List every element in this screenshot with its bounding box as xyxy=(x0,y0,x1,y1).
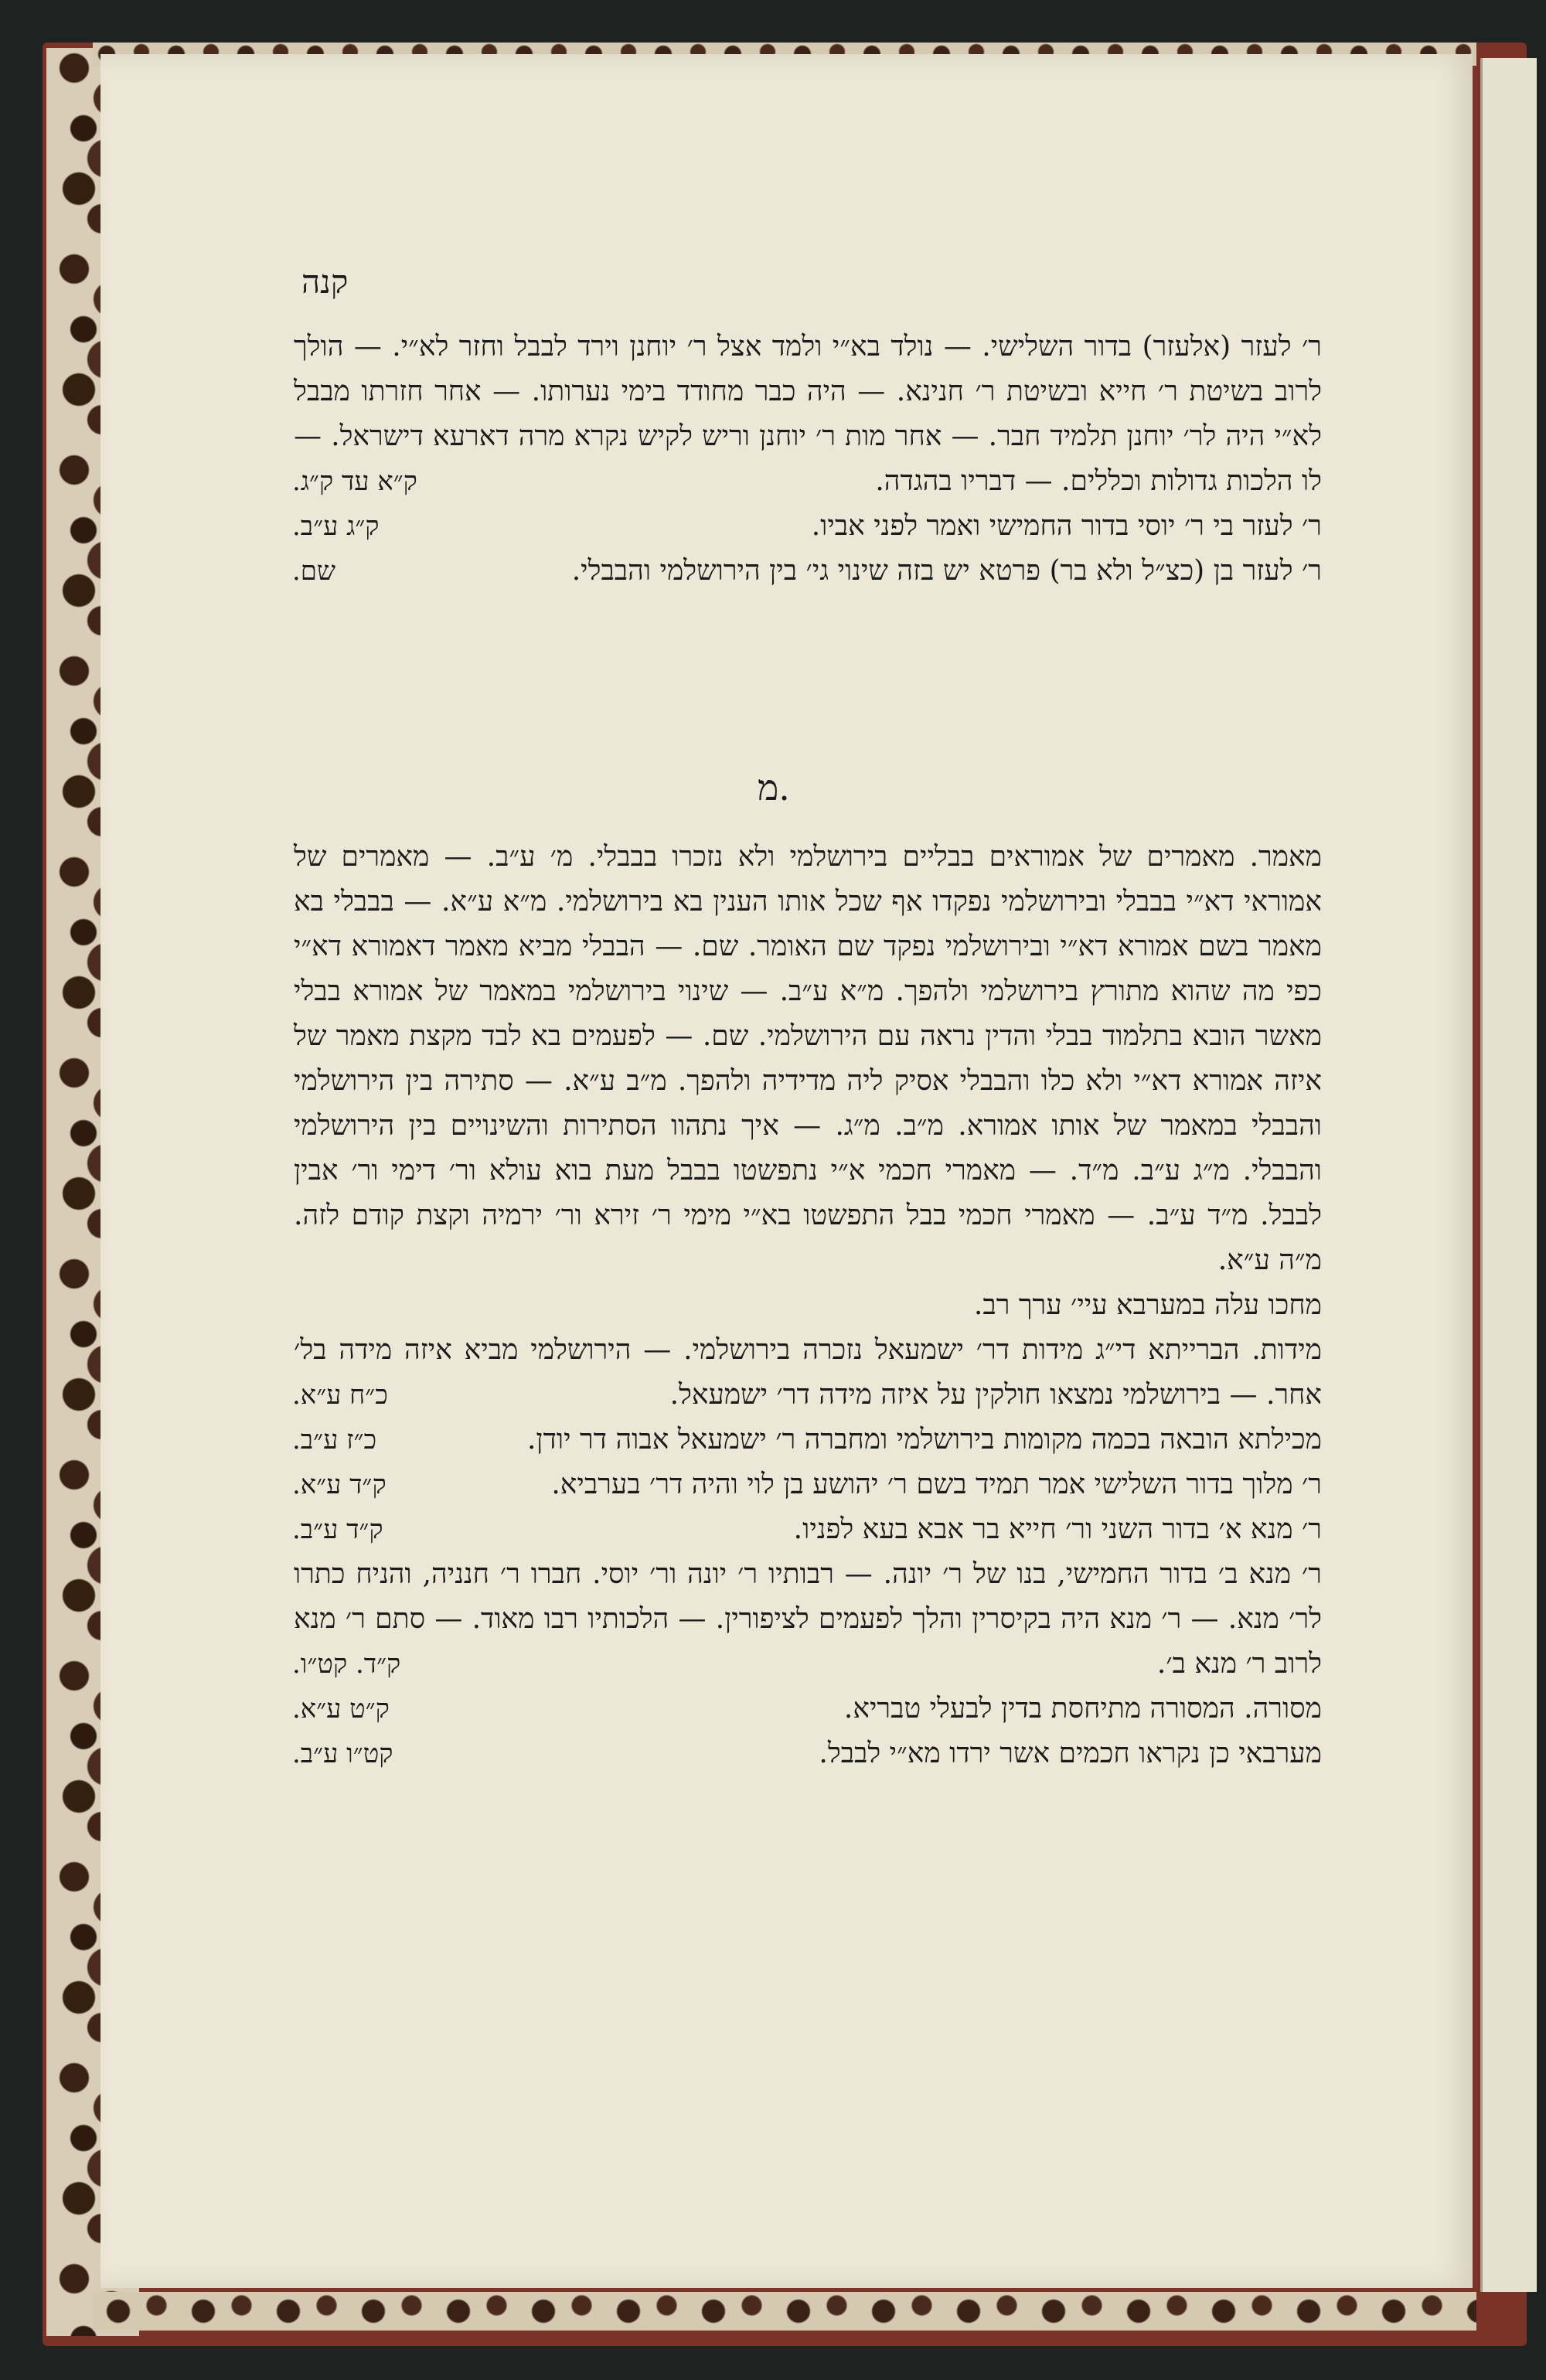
entry-lazar-bei-yosi xyxy=(294,504,1322,549)
entry-ref: ק״ג ע״ב. xyxy=(292,511,380,542)
entries-top xyxy=(294,325,1322,594)
entry-text: ר׳ לעזר (אלעזר) בדור השלישי. — נולד בא״י ולמד אצל ר׳ יוחנן וירד לבבל וחזר לא״י. — הולך לרוב בשיטת ר׳ חייא ובשיטת ר׳ חנינא. — היה כבר מחודד בימי נערותו. — אחר חזרתו מבבל לא״י היה לר׳ יוחנן תלמיד חבר. — אחר מות ר׳ יוחנן וריש לקיש נקרא מרה דארעא דישראל. — לו הלכות גדולות וכללים. — דבריו בהגדה. xyxy=(294,331,1322,497)
entry-text: ר׳ מנא א׳ בדור השני ור׳ חייא בר אבא בעא לפניו. xyxy=(793,1513,1322,1545)
entry-maamar xyxy=(294,835,1322,1283)
entries-main xyxy=(294,835,1322,1776)
entry-ref: ק״ט ע״א. xyxy=(292,1694,390,1725)
entry-text: ר׳ מנא ב׳ בדור החמישי, בנו של ר׳ יונה. — רבותיו ר׳ יונה ור׳ יוסי. חברו ר׳ חנניה, והניח כתרו לר׳ מנא. — ר׳ מנא היה בקיסרין והלך לפעמים לציפורין. — הלכותיו רבו מאוד. — סתם ר׳ מנא לרוב ר׳ מנא ב׳. xyxy=(294,1558,1322,1680)
entry-maarava-i xyxy=(294,1731,1322,1776)
facing-page-edge xyxy=(1480,58,1537,2292)
entry-ref: ק״ד ע״ב. xyxy=(292,1514,383,1545)
section-heading: מ. xyxy=(758,767,790,809)
entry-midot xyxy=(294,1328,1322,1418)
entry-text: מכילתא הובאה בכמה מקומות בירושלמי ומחברה ר׳ ישמעאל אבוה דר יודן. xyxy=(526,1424,1322,1456)
entry-lazar-ben-perata xyxy=(294,549,1322,594)
entry-ref: ק״ד. קט״ו. xyxy=(292,1649,401,1680)
entry-text: מערבאי כן נקראו חכמים אשר ירדו מא״י לבבל. xyxy=(819,1738,1322,1769)
entry-mana-bet xyxy=(294,1552,1322,1687)
entry-text: ר׳ לעזר בי ר׳ יוסי בדור החמישי ואמר לפני אביו. xyxy=(811,510,1322,542)
entry-mana-aleph xyxy=(294,1507,1322,1552)
entry-text: ר׳ מלוך בדור השלישי אמר תמיד בשם ר׳ יהושע בן לוי והיה דר׳ בערביא. xyxy=(551,1469,1322,1500)
entry-ref: כ״ח ע״א. xyxy=(292,1380,388,1411)
entry-ref: כ״ז ע״ב. xyxy=(292,1425,377,1456)
entry-text: מאמר. מאמרים של אמוראים בבליים בירושלמי ולא נזכרו בבבלי. מ׳ ע״ב. — מאמרים של אמוראי דא״י בבבלי ובירושלמי נפקדו אף שכל אותו הענין בא בירושלמי. מ״א ע״א. — בבבלי בא מאמר בשם אמורא דא״י ובירושלמי נפקד שם האומר. שם. — הבבלי מביא מאמר דאמורא דא״י כפי מה שהוא מתורץ בירושלמי ולהפך. מ״א ע״ב. — שינוי בירושלמי במאמר של אמורא בבלי מאשר הובא בתלמוד בבלי והדין נראה עם הירושלמי. שם. — לפעמים בא לבד מקצת מאמר של איזה אמורא דא״י ולא כלו והבבלי אסיק ליה מדידיה ולהפך. מ״ב ע״א. — סתירה בין הירושלמי והבבלי במאמר של אותו אמורא. מ״ב. מ״ג. — איך נתהוו הסתירות והשינויים בין הירושלמי והבבלי. מ״ג ע״ב. מ״ד. — מאמרי חכמי א״י נתפשטו בבבל מעת בוא עולא ור׳ דימי ור׳ אבין לבבל. מ״ד ע״ב. — מאמרי חכמי בבל התפשטו בא״י מימי ר׳ זירא ור׳ ירמיה וקצת קודם לזה. מ״ה ע״א. xyxy=(294,841,1322,1276)
entry-mekhilta xyxy=(294,1418,1322,1462)
entry-lazar xyxy=(294,325,1322,504)
entry-ref: קט״ו ע״ב. xyxy=(292,1738,393,1769)
page-number: קנה xyxy=(301,263,349,301)
entry-mahkhu xyxy=(294,1283,1322,1328)
entry-ref: שם. xyxy=(292,556,336,587)
entry-ref: ק״ד ע״א. xyxy=(292,1469,386,1500)
marbled-edge-bottom xyxy=(93,2292,1476,2331)
entry-text: ר׳ לעזר בן (כצ״ל ולא בר) פרטא יש בזה שינוי גי׳ בין הירושלמי והבבלי. xyxy=(571,555,1322,587)
entry-malukh xyxy=(294,1462,1322,1507)
entry-text: מידות. הברייתא די״ג מידות דר׳ ישמעאל נזכרה בירושלמי. — הירושלמי מביא איזה מידה בל׳ אחר. — בירושלמי נמצאו חולקין על איזה מידה דר׳ ישמעאל. xyxy=(294,1334,1322,1411)
entry-ref: ק״א עד ק״ג. xyxy=(292,466,417,497)
entry-masorah xyxy=(294,1687,1322,1731)
entry-text: מסורה. המסורה מתיחסת בדין לבעלי טבריא. xyxy=(843,1693,1322,1725)
entry-text: מחכו עלה במערבא עיי׳ ערך רב. xyxy=(973,1289,1322,1321)
